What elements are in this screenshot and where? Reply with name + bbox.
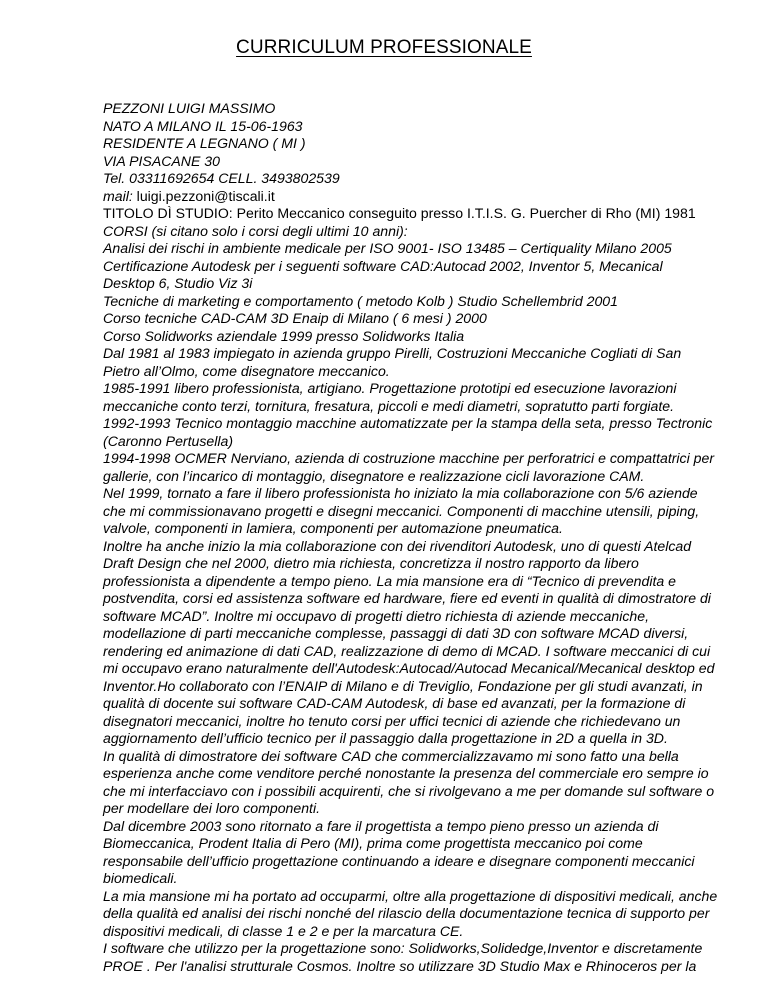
line-text: NATO A MILANO IL 15-06-1963: [103, 117, 303, 134]
line-text: modellazione di parti meccaniche complesse, passaggi di dati 3D con software MCAD diversi,: [103, 625, 689, 641]
text-line: [103, 205, 763, 223]
line-text: Desktop 6, Studio Viz 3i: [103, 275, 253, 291]
text-line: [103, 433, 763, 451]
text-line: [103, 678, 763, 696]
line-text: biomedicali.: [103, 870, 178, 886]
text-line: [103, 870, 763, 888]
line-text: Draft Design che nel 2000, dietro mia richiesta, concretizza il nostro rapporto da libero: [103, 555, 639, 571]
line-text: della qualità ed analisi dei rischi nonché del rilascio della documentazione tecnica di supporto per: [103, 905, 710, 921]
line-text: Corso Solidworks aziendale 1999 presso Solidworks Italia: [103, 327, 465, 344]
line-text: dispositivi medicali, di classe 1 e 2 e per la marcatura CE.: [103, 922, 464, 939]
line-text: postvendita, corsi ed assistenza software ed hardware, fiere ed eventi in qualità di dimostratore di: [103, 590, 711, 606]
document-title: CURRICULUM PROFESSIONALE: [236, 37, 532, 58]
text-line: [103, 258, 763, 276]
text-line: [103, 223, 763, 241]
text-line: [103, 713, 763, 731]
text-line: [103, 450, 763, 468]
text-line: [103, 468, 763, 486]
text-line: [103, 310, 763, 328]
text-line: [103, 905, 763, 923]
line-text: 1985-1991 libero professionista, artigiano. Progettazione prototipi ed esecuzione lavorazioni: [103, 380, 677, 396]
line-text: 1992-1993 Tecnico montaggio macchine automatizzate per la stampa della seta, presso Tectronic: [103, 415, 713, 431]
text-line: [103, 748, 763, 766]
text-line: [103, 818, 763, 836]
line-text: Nel 1999, tornato a fare il libero professionista ho iniziato la mia collaborazione con 5/6 aziende: [103, 485, 698, 501]
line-text: TITOLO DÌ STUDIO: Perito Meccanico conseguito presso I.T.I.S. G. Puercher di Rho (MI) 1981: [103, 205, 696, 221]
text-line: [103, 240, 763, 258]
text-line: [103, 555, 763, 573]
line-text: esperienza anche come venditore perché nonostante la presenza del commerciale ero sempre io: [103, 765, 709, 781]
text-line: [103, 520, 763, 538]
text-line: [103, 923, 763, 941]
text-line: [103, 153, 763, 171]
line-text: I software che utilizzo per la progettazione sono: Solidworks,Solidedge,Inventor e discretamente: [103, 940, 703, 956]
line-text: Analisi dei rischi in ambiente medicale per ISO 9001- ISO 13485 – Certiquality Milano 2005: [103, 240, 672, 256]
text-line: [103, 730, 763, 748]
text-line: [103, 293, 763, 311]
text-line: [103, 625, 763, 643]
line-text: disegnatori meccanici, inoltre ho tenuto corsi per uffici tecnici di aziende che richiedevano un: [103, 712, 681, 729]
line-text: responsabile dell’ufficio progettazione continuando a ideare e disegnare componenti meccanici: [103, 852, 695, 869]
text-line: [103, 958, 763, 976]
text-line: [103, 940, 763, 958]
line-text: CORSI (si citano solo i corsi degli ultimi 10 anni):: [103, 222, 408, 239]
line-text: In qualità di dimostratore dei software CAD che commercializzavamo mi sono fatto una bella: [103, 747, 679, 764]
line-text: VIA PISACANE 30: [103, 152, 220, 169]
text-line: [103, 398, 763, 416]
line-text: Dal dicembre 2003 sono ritornato a fare il progettista a tempo pieno presso un azienda di: [103, 817, 659, 834]
line-text: software MCAD”. Inoltre mi occupavo di progetti dietro richiesta di aziende meccaniche,: [103, 607, 649, 624]
text-line: [103, 503, 763, 521]
line-text: 1994-1998 OCMER Nerviano, azienda di costruzione macchine per perforatrici e compattatrici per: [103, 450, 715, 466]
line-text: Inventor.Ho collaborato con l’ENAIP di Milano e di Treviglio, Fondazione per gli studi avanzati, in: [103, 677, 703, 694]
text-line: [103, 100, 763, 118]
line-text: PROE . Per l'analisi strutturale Cosmos. Inoltre so utilizzare 3D Studio Max e Rhinoceros per la: [103, 957, 697, 974]
text-line: [103, 380, 763, 398]
text-line: [103, 800, 763, 818]
line-text: Inoltre ha anche inizio la mia collaborazione con dei rivenditori Autodesk, uno di questi Atelcad: [103, 537, 692, 554]
text-line: [103, 608, 763, 626]
line-text: Biomeccanica, Prodent Italia di Pero (MI), prima come progettista meccanico poi come: [103, 835, 643, 851]
line-text: rendering ed animazione di dati CAD, realizzazione di demo di MCAD. I software meccanici di cui: [103, 642, 711, 659]
line-text: Pietro all’Olmo, come disegnatore meccanico.: [103, 362, 390, 379]
text-line: [103, 695, 763, 713]
line-text: La mia mansione mi ha portato ad occuparmi, oltre alla progettazione di dispositivi medicali, anche: [103, 887, 718, 904]
text-line: [103, 660, 763, 678]
text-line: [103, 590, 763, 608]
line-text: RESIDENTE A LEGNANO ( MI ): [103, 135, 306, 151]
line-text: (Caronno Pertusella): [103, 432, 234, 449]
text-line: [103, 328, 763, 346]
text-line: [103, 170, 763, 188]
email-address: luigi.pezzoni@tiscali.it: [132, 187, 275, 204]
line-text: Tel. 03311692654 CELL. 3493802539: [103, 170, 340, 186]
text-line: [103, 888, 763, 906]
text-line: [103, 363, 763, 381]
line-text: professionista a dipendente a tempo pieno. La mia mansione era di “Tecnico di prevendita e: [103, 572, 676, 589]
line-text: qualità di docente sui software CAD-CAM Autodesk, di base ed avanzati, per la formazione di: [103, 695, 686, 711]
text-line: [103, 485, 763, 503]
text-line: [103, 135, 763, 153]
line-text: Dal 1981 al 1983 impiegato in azienda gruppo Pirelli, Costruzioni Meccaniche Cogliati di San: [103, 345, 682, 361]
line-text: gallerie, con l’incarico di montaggio, disegnatore e realizzazione cicli lavorazione CAM.: [103, 467, 645, 484]
line-text: mi occupavo erano naturalmente dell'Autodesk:Autocad/Autocad Mecanical/Mecanical desktop ed: [103, 660, 715, 676]
document-body: [103, 100, 763, 975]
line-text: PEZZONI LUIGI MASSIMO: [103, 100, 276, 116]
line-text: Corso tecniche CAD-CAM 3D Enaip di Milano ( 6 mesi ) 2000: [103, 310, 487, 326]
text-line: [103, 783, 763, 801]
mail-label: mail:: [103, 187, 133, 204]
line-text: che mi commissionavano progetti e disegni meccanici. Componenti di macchine utensili, piping,: [103, 502, 700, 519]
text-line: [103, 275, 763, 293]
text-line: [103, 765, 763, 783]
line-text: per modellare dei loro componenti.: [103, 800, 321, 816]
text-line: [103, 643, 763, 661]
line-text: che mi interfacciavo con i possibili acquirenti, che si rivolgevano a me per domande sul software o: [103, 782, 715, 799]
text-line: [103, 188, 763, 206]
text-line: [103, 573, 763, 591]
line-text: meccaniche conto terzi, tornitura, fresatura, piccoli e medi diametri, sopratutto parti forgiate.: [103, 397, 675, 414]
text-line: [103, 345, 763, 363]
text-line: [103, 415, 763, 433]
text-line: [103, 538, 763, 556]
line-text: Certificazione Autodesk per i seguenti software CAD:Autocad 2002, Inventor 5, Mecanical: [103, 257, 663, 274]
line-text: valvole, componenti in lamiera, componenti per automazione pneumatica.: [103, 520, 563, 536]
text-line: [103, 118, 763, 136]
line-text: Tecniche di marketing e comportamento ( metodo Kolb ) Studio Schellembrid 2001: [103, 292, 618, 309]
line-text: aggiornamento dell’ufficio tecnico per il passaggio dalla progettazione in 2D a quella in 3D.: [103, 730, 668, 746]
text-line: [103, 835, 763, 853]
text-line: [103, 853, 763, 871]
